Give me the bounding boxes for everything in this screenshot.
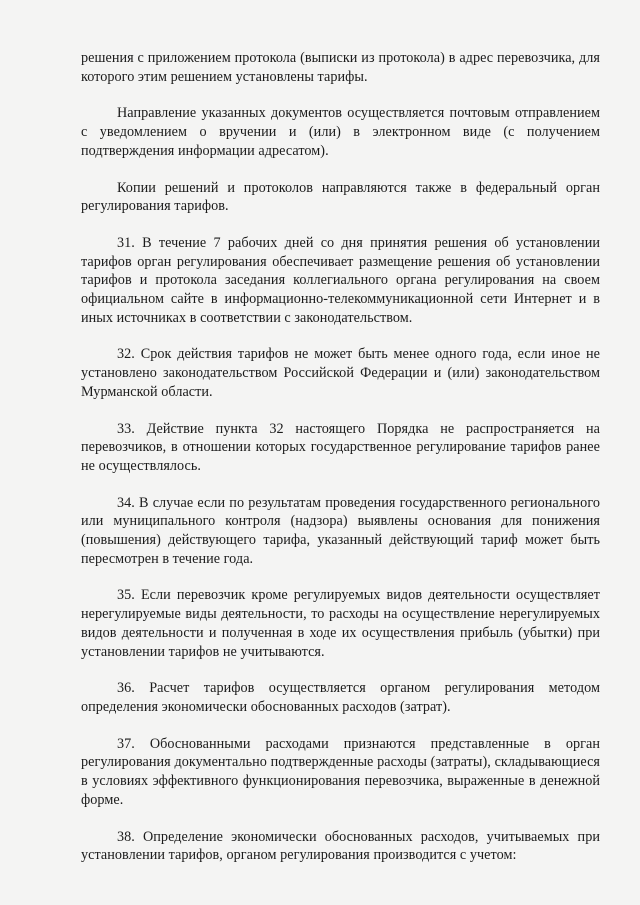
paragraph-31: 31. В течение 7 рабочих дней со дня принятия решения об установлении тарифов орган регулирования обеспечивает размещение решения об установлении тарифов и протокола заседания коллегиального органа регулирования на своем официальном сайте в информационно-телекоммуникационной сети Интернет и в иных источниках в соответствии с законодательством. [81, 234, 600, 326]
paragraph-37: 37. Обоснованными расходами признаются представленные в орган регулирования документально подтвержденные расходы (затраты), складывающиеся в условиях эффективного функционирования перевозчика, выраженные в денежной форме. [81, 735, 600, 808]
paragraph-36: 36. Расчет тарифов осуществляется органом регулирования методом определения экономически обоснованных расходов (затрат). [81, 680, 600, 715]
paragraph-38: 38. Определение экономически обоснованных расходов, учитываемых при установлении тарифов, органом регулирования производится с учетом: [81, 828, 600, 864]
paragraph-delivery: Направление указанных документов осуществляется почтовым отправлением с уведомлением о вручении и (или) в электронном виде (с получением подтверждения информации адресатом). [81, 105, 600, 159]
paragraph-32: 32. Срок действия тарифов не может быть менее одного года, если иное не установлено законодательством Российской Федерации и (или) законодательством Мурманской области. [81, 346, 600, 400]
paragraph-33: 33. Действие пункта 32 настоящего Порядка не распространяется на перевозчиков, в отношении которых государственное регулирование тарифов ранее не осуществлялось. [81, 420, 600, 474]
paragraph-continuation: решения с приложением протокола (выписки из протокола) в адрес перевозчика, для которого этим решением установлены тарифы. [81, 50, 600, 85]
paragraph-copies: Копии решений и протоколов направляются также в федеральный орган регулирования тарифов. [81, 179, 600, 215]
paragraph-34: 34. В случае если по результатам проведения государственного регионального или муниципального контроля (надзора) выявлены основания для понижения (повышения) действующего тарифа, указанный действующий тариф может быть пересмотрен в течение года. [81, 494, 600, 567]
paragraph-35: 35. Если перевозчик кроме регулируемых видов деятельности осуществляет нерегулируемые виды деятельности, то расходы на осуществление нерегулируемых видов деятельности и полученная в ходе их осуществления прибыль (убытки) при установлении тарифов не учитываются. [81, 587, 600, 660]
